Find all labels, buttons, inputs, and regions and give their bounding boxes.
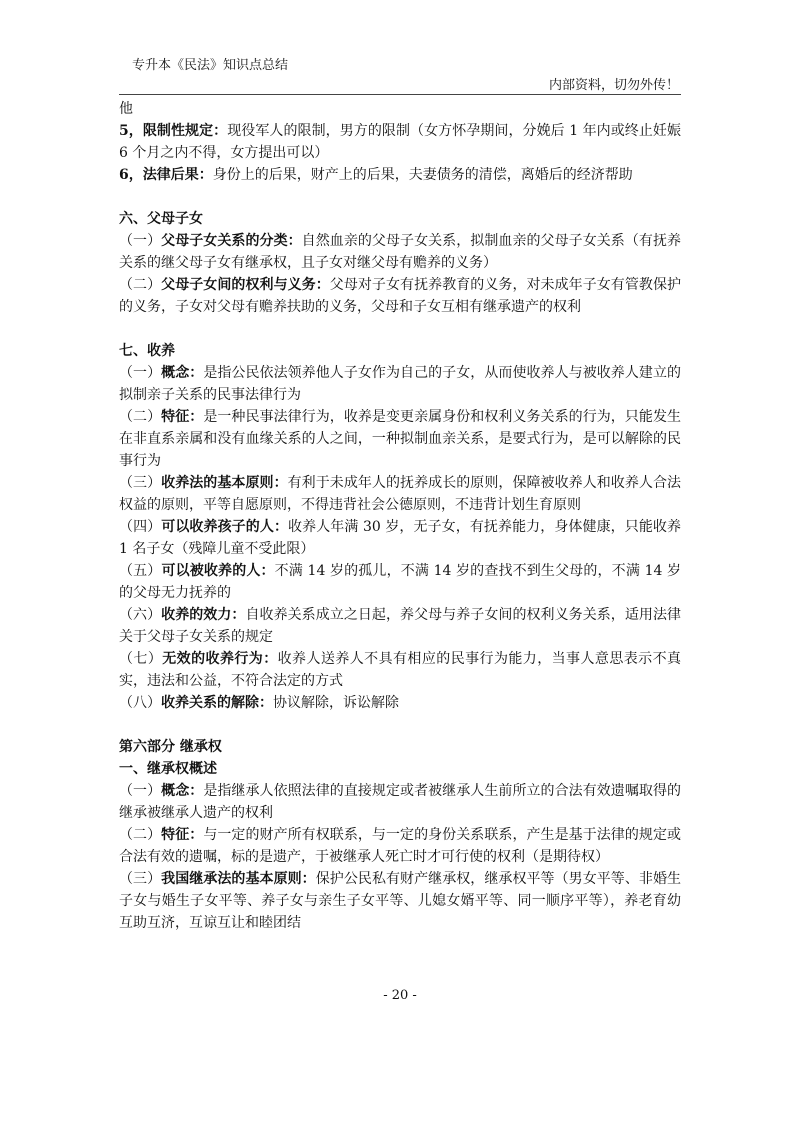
item-text: 收养人送养人不具有相应的民事行为能力，当事人意思表示不真实，违法和公益，不符合法定的方式 bbox=[119, 651, 682, 689]
item-number: （五） bbox=[119, 563, 162, 579]
header-title: 专升本《民法》知识点总结 bbox=[132, 58, 289, 73]
item-label: 收养的效力： bbox=[161, 607, 246, 623]
part-heading-inheritance: 第六部分 继承权 bbox=[119, 739, 222, 755]
list-item bbox=[119, 692, 681, 714]
item-label: 收养法的基本原则： bbox=[161, 475, 288, 491]
item-text: 收养人年满 30 岁，无子女，有抚养能力，身体健康，只能收养 1 名子女（残障儿童不受此限） bbox=[119, 519, 682, 557]
item-number: （一） bbox=[119, 233, 162, 249]
paragraph-legal-consequences bbox=[119, 164, 681, 186]
item-text: 与一定的财产所有权联系，与一定的身份关系联系，产生是基于法律的规定或合法有效的遗嘱，标的是遗产，于被继承人死亡时才可行使的权利（是期待权） bbox=[119, 827, 682, 865]
list-item bbox=[119, 868, 681, 934]
item-label: 概念： bbox=[161, 365, 204, 381]
item-label: 无效的收养行为： bbox=[162, 651, 278, 667]
section-heading-adoption: 七、收养 bbox=[119, 343, 175, 359]
list-item bbox=[119, 362, 681, 406]
page-number: - 20 - bbox=[383, 988, 417, 1003]
list-item bbox=[119, 604, 681, 648]
item-label: 父母子女间的权利与义务： bbox=[161, 277, 330, 293]
spacer bbox=[119, 186, 681, 208]
list-item bbox=[119, 274, 681, 318]
item-text: 自然血亲的父母子女关系，拟制血亲的父母子女关系（有抚养关系的继父母子女有继承权，且子女对继父母有赡养的义务） bbox=[119, 233, 682, 271]
item-number: （二） bbox=[119, 277, 162, 293]
item-label: 父母子女关系的分类： bbox=[161, 233, 302, 249]
item-label: 概念： bbox=[161, 783, 204, 799]
list-item bbox=[119, 824, 681, 868]
document-body bbox=[119, 98, 681, 934]
section-heading-inheritance-overview: 一、继承权概述 bbox=[119, 761, 217, 777]
item-label: 6，法律后果： bbox=[119, 167, 213, 183]
list-item bbox=[119, 560, 681, 604]
item-number: （四） bbox=[119, 519, 162, 535]
paragraph-restrictions bbox=[119, 120, 681, 164]
list-item bbox=[119, 648, 681, 692]
list-item bbox=[119, 230, 681, 274]
item-text: 是指继承人依照法律的直接规定或者被继承人生前所立的合法有效遗嘱取得的继承被继承人遗产的权利 bbox=[119, 783, 682, 821]
item-number: （一） bbox=[119, 783, 162, 799]
item-text: 协议解除，诉讼解除 bbox=[273, 695, 399, 711]
item-text: 保护公民私有财产继承权，继承权平等（男女平等、非婚生子女与婚生子女平等、养子女与亲生子女平等、儿媳女婿平等、同一顺序平等），养老育幼互助互济，互谅互让和睦团结 bbox=[119, 871, 682, 931]
item-label: 收养关系的解除： bbox=[161, 695, 273, 711]
item-number: （三） bbox=[119, 475, 162, 491]
item-number: （八） bbox=[119, 695, 161, 711]
header-notice: 内部资料，切勿外传！ bbox=[548, 78, 679, 93]
item-text: 身份上的后果，财产上的后果，夫妻债务的清偿，离婚后的经济帮助 bbox=[212, 167, 633, 183]
list-item bbox=[119, 780, 681, 824]
continued-text: 他 bbox=[119, 101, 133, 117]
item-label: 5，限制性规定： bbox=[119, 123, 228, 139]
spacer bbox=[119, 318, 681, 340]
item-number: （六） bbox=[119, 607, 162, 623]
item-text: 是一种民事法律行为，收养是变更亲属身份和权利义务关系的行为，只能发生在非直系亲属和没有血缘关系的人之间，一种拟制血亲关系，是要式行为，是可以解除的民事行为 bbox=[119, 409, 682, 469]
item-text: 自收养关系成立之日起，养父母与养子女间的权利义务关系，适用法律关于父母子女关系的规定 bbox=[119, 607, 682, 645]
header-rule bbox=[119, 94, 681, 95]
spacer bbox=[119, 714, 681, 736]
item-number: （七） bbox=[119, 651, 163, 667]
item-number: （二） bbox=[119, 409, 162, 425]
item-text: 是指公民依法领养他人子女作为自己的子女，从而使收养人与被收养人建立的拟制亲子关系的民事法律行为 bbox=[119, 365, 682, 403]
list-item bbox=[119, 406, 681, 472]
list-item bbox=[119, 472, 681, 516]
item-label: 特征： bbox=[161, 409, 204, 425]
section-heading-parents-children: 六、父母子女 bbox=[119, 211, 203, 227]
item-label: 可以收养孩子的人： bbox=[161, 519, 289, 535]
item-number: （二） bbox=[119, 827, 162, 843]
item-text: 不满 14 岁的孤儿，不满 14 岁的查找不到生父母的，不满 14 岁的父母无力抚养的 bbox=[119, 563, 681, 601]
item-label: 特征： bbox=[161, 827, 204, 843]
item-label: 可以被收养的人： bbox=[161, 563, 275, 579]
item-text: 有利于未成年人的抚养成长的原则，保障被收养人和收养人合法权益的原则，平等自愿原则，不得违背社会公德原则，不违背计划生育原则 bbox=[119, 475, 682, 513]
item-text: 现役军人的限制，男方的限制（女方怀孕期间，分娩后 1 年内或终止妊娠 6 个月之内不得，女方提出可以） bbox=[119, 123, 681, 161]
list-item bbox=[119, 516, 681, 560]
item-text: 父母对子女有抚养教育的义务，对未成年子女有管教保护的义务，子女对父母有赡养扶助的义务，父母和子女互相有继承遗产的权利 bbox=[119, 277, 682, 315]
item-number: （三） bbox=[119, 871, 162, 887]
item-label: 我国继承法的基本原则： bbox=[161, 871, 316, 887]
item-number: （一） bbox=[119, 365, 162, 381]
